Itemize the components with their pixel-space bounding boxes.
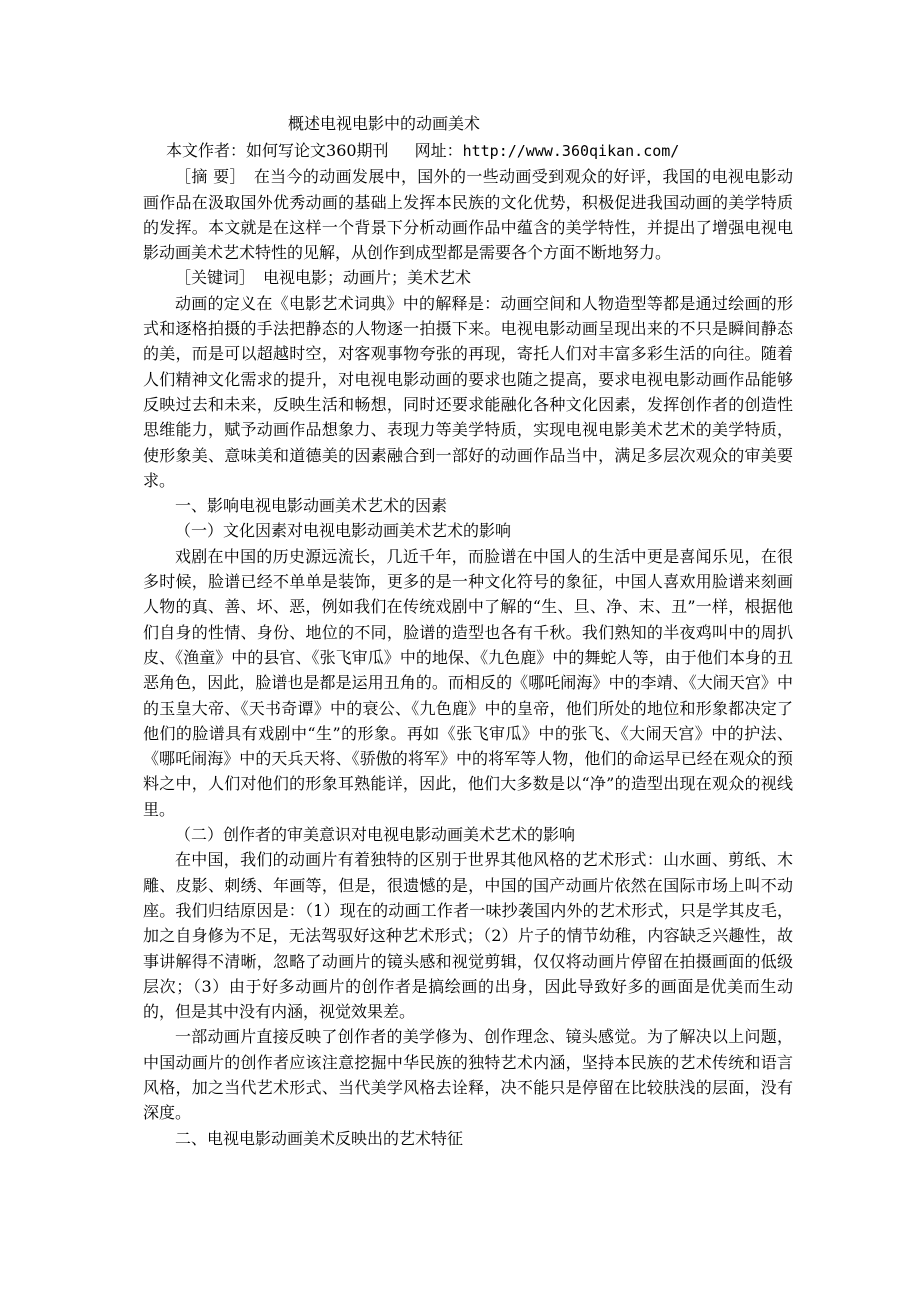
keywords-paragraph: [143, 265, 793, 290]
keywords-text: 电视电影；动画片；美术艺术: [263, 268, 472, 288]
section-1-1-heading: （一）文化因素对电视电影动画美术艺术的影响: [175, 521, 512, 541]
abstract-paragraph: [143, 164, 793, 265]
document-page: [143, 104, 793, 1151]
source-url: http://www.360qikan.com/: [462, 142, 680, 160]
author-name: 如何写论文360期刊: [246, 141, 389, 160]
abstract-label: ［摘 要］: [175, 167, 246, 187]
author-line: [143, 138, 793, 164]
keywords-label: ［关键词］: [175, 268, 256, 288]
abstract-text: 在当今的动画发展中，国外的一些动画受到观众的好评，我国的电视电影动画作品在汲取国外优秀动画的基础上发挥本民族的文化优势，积极促进我国动画的美学特质的发挥。本文就是在这样一个背景下分析动画作品中蕴含的美学特性，并提出了增强电视电影动画美术艺术特性的见解，从创作到成型都是需要各个方面不断地努力。: [143, 167, 793, 263]
document-title: 概述电视电影中的动画美术: [288, 114, 481, 133]
url-label: 网址：: [414, 141, 463, 160]
section-1-2-paragraph-1: 在中国，我们的动画片有着独特的区别于世界其他风格的艺术形式：山水画、剪纸、木雕、皮影、刺绣、年画等，但是，很遗憾的是，中国的国产动画片依然在国际市场上叫不动座。我们归结原因是：（1）现在的动画工作者一味抄袭国内外的艺术形式，只是学其皮毛，加之自身修为不足，无法驾驭好这种艺术形式；（2）片子的情节幼稚，内容缺乏兴趣性，故事讲解得不清晰，忽略了动画片的镜头感和视觉剪辑，仅仅将动画片停留在拍摄画面的低级层次；（3）由于好多动画片的创作者是搞绘画的出身，因此导致好多的画面是优美而生动的，但是其中没有内涵，视觉效果差。: [143, 850, 793, 1022]
intro-paragraph: 动画的定义在《电影艺术词典》中的解释是：动画空间和人物造型等都是通过绘画的形式和逐格拍摄的手法把静态的人物逐一拍摄下来。电视电影动画呈现出来的不只是瞬间静态的美，而是可以超越时空，对客观事物夸张的再现，寄托人们对丰富多彩生活的向往。随着人们精神文化需求的提升，对电视电影动画的要求也随之提高，要求电视电影动画作品能够反映过去和未来，反映生活和畅想，同时还要求能融化各种文化因素，发挥创作者的创造性思维能力，赋予动画作品想象力、表现力等美学特质，实现电视电影美术艺术的美学特质，使形象美、意味美和道德美的因素融合到一部好的动画作品当中，满足多层次观众的审美要求。: [143, 293, 793, 490]
author-label: 本文作者：: [166, 141, 247, 160]
section-1-heading: 一、影响电视电影动画美术艺术的因素: [175, 496, 448, 516]
section-1-2-paragraph-2: 一部动画片直接反映了创作者的美学修为、创作理念、镜头感觉。为了解决以上问题，中国动画片的创作者应该注意挖掘中华民族的独特艺术内涵，坚持本民族的艺术传统和语言风格，加之当代艺术形式、当代美学风格去诠释，决不能只是停留在比较肤浅的层面，没有深度。: [143, 1027, 793, 1123]
section-2-heading: 二、电视电影动画美术反映出的艺术特征: [175, 1128, 464, 1148]
section-1-2-heading: （二）创作者的审美意识对电视电影动画美术艺术的影响: [175, 825, 576, 845]
section-1-1-paragraph: 戏剧在中国的历史源远流长，几近千年，而脸谱在中国人的生活中更是喜闻乐见，在很多时候，脸谱已经不单单是装饰，更多的是一种文化符号的象征，中国人喜欢用脸谱来刻画人物的真、善、坏、恶，例如我们在传统戏剧中了解的“生、旦、净、末、丑”一样，根据他们自身的性情、身份、地位的不同，脸谱的造型也各有千秋。我们熟知的半夜鸡叫中的周扒皮、《渔童》中的县官、《张飞审瓜》中的地保、《九色鹿》中的舞蛇人等，由于他们本身的丑恶角色，因此，脸谱也是都是运用丑角的。而相反的《哪吒闹海》中的李靖、《大闹天宫》中的玉皇大帝、《天书奇谭》中的衰公、《九色鹿》中的皇帝，他们所处的地位和形象都决定了他们的脸谱具有戏剧中“生”的形象。再如《张飞审瓜》中的张飞、《大闹天宫》中的护法、《哪吒闹海》中的天兵天将、《骄傲的将军》中的将军等人物，他们的命运早已经在观众的预料之中，人们对他们的形象耳熟能详，因此，他们大多数是以“净”的造型出现在观众的视线里。: [143, 546, 793, 819]
